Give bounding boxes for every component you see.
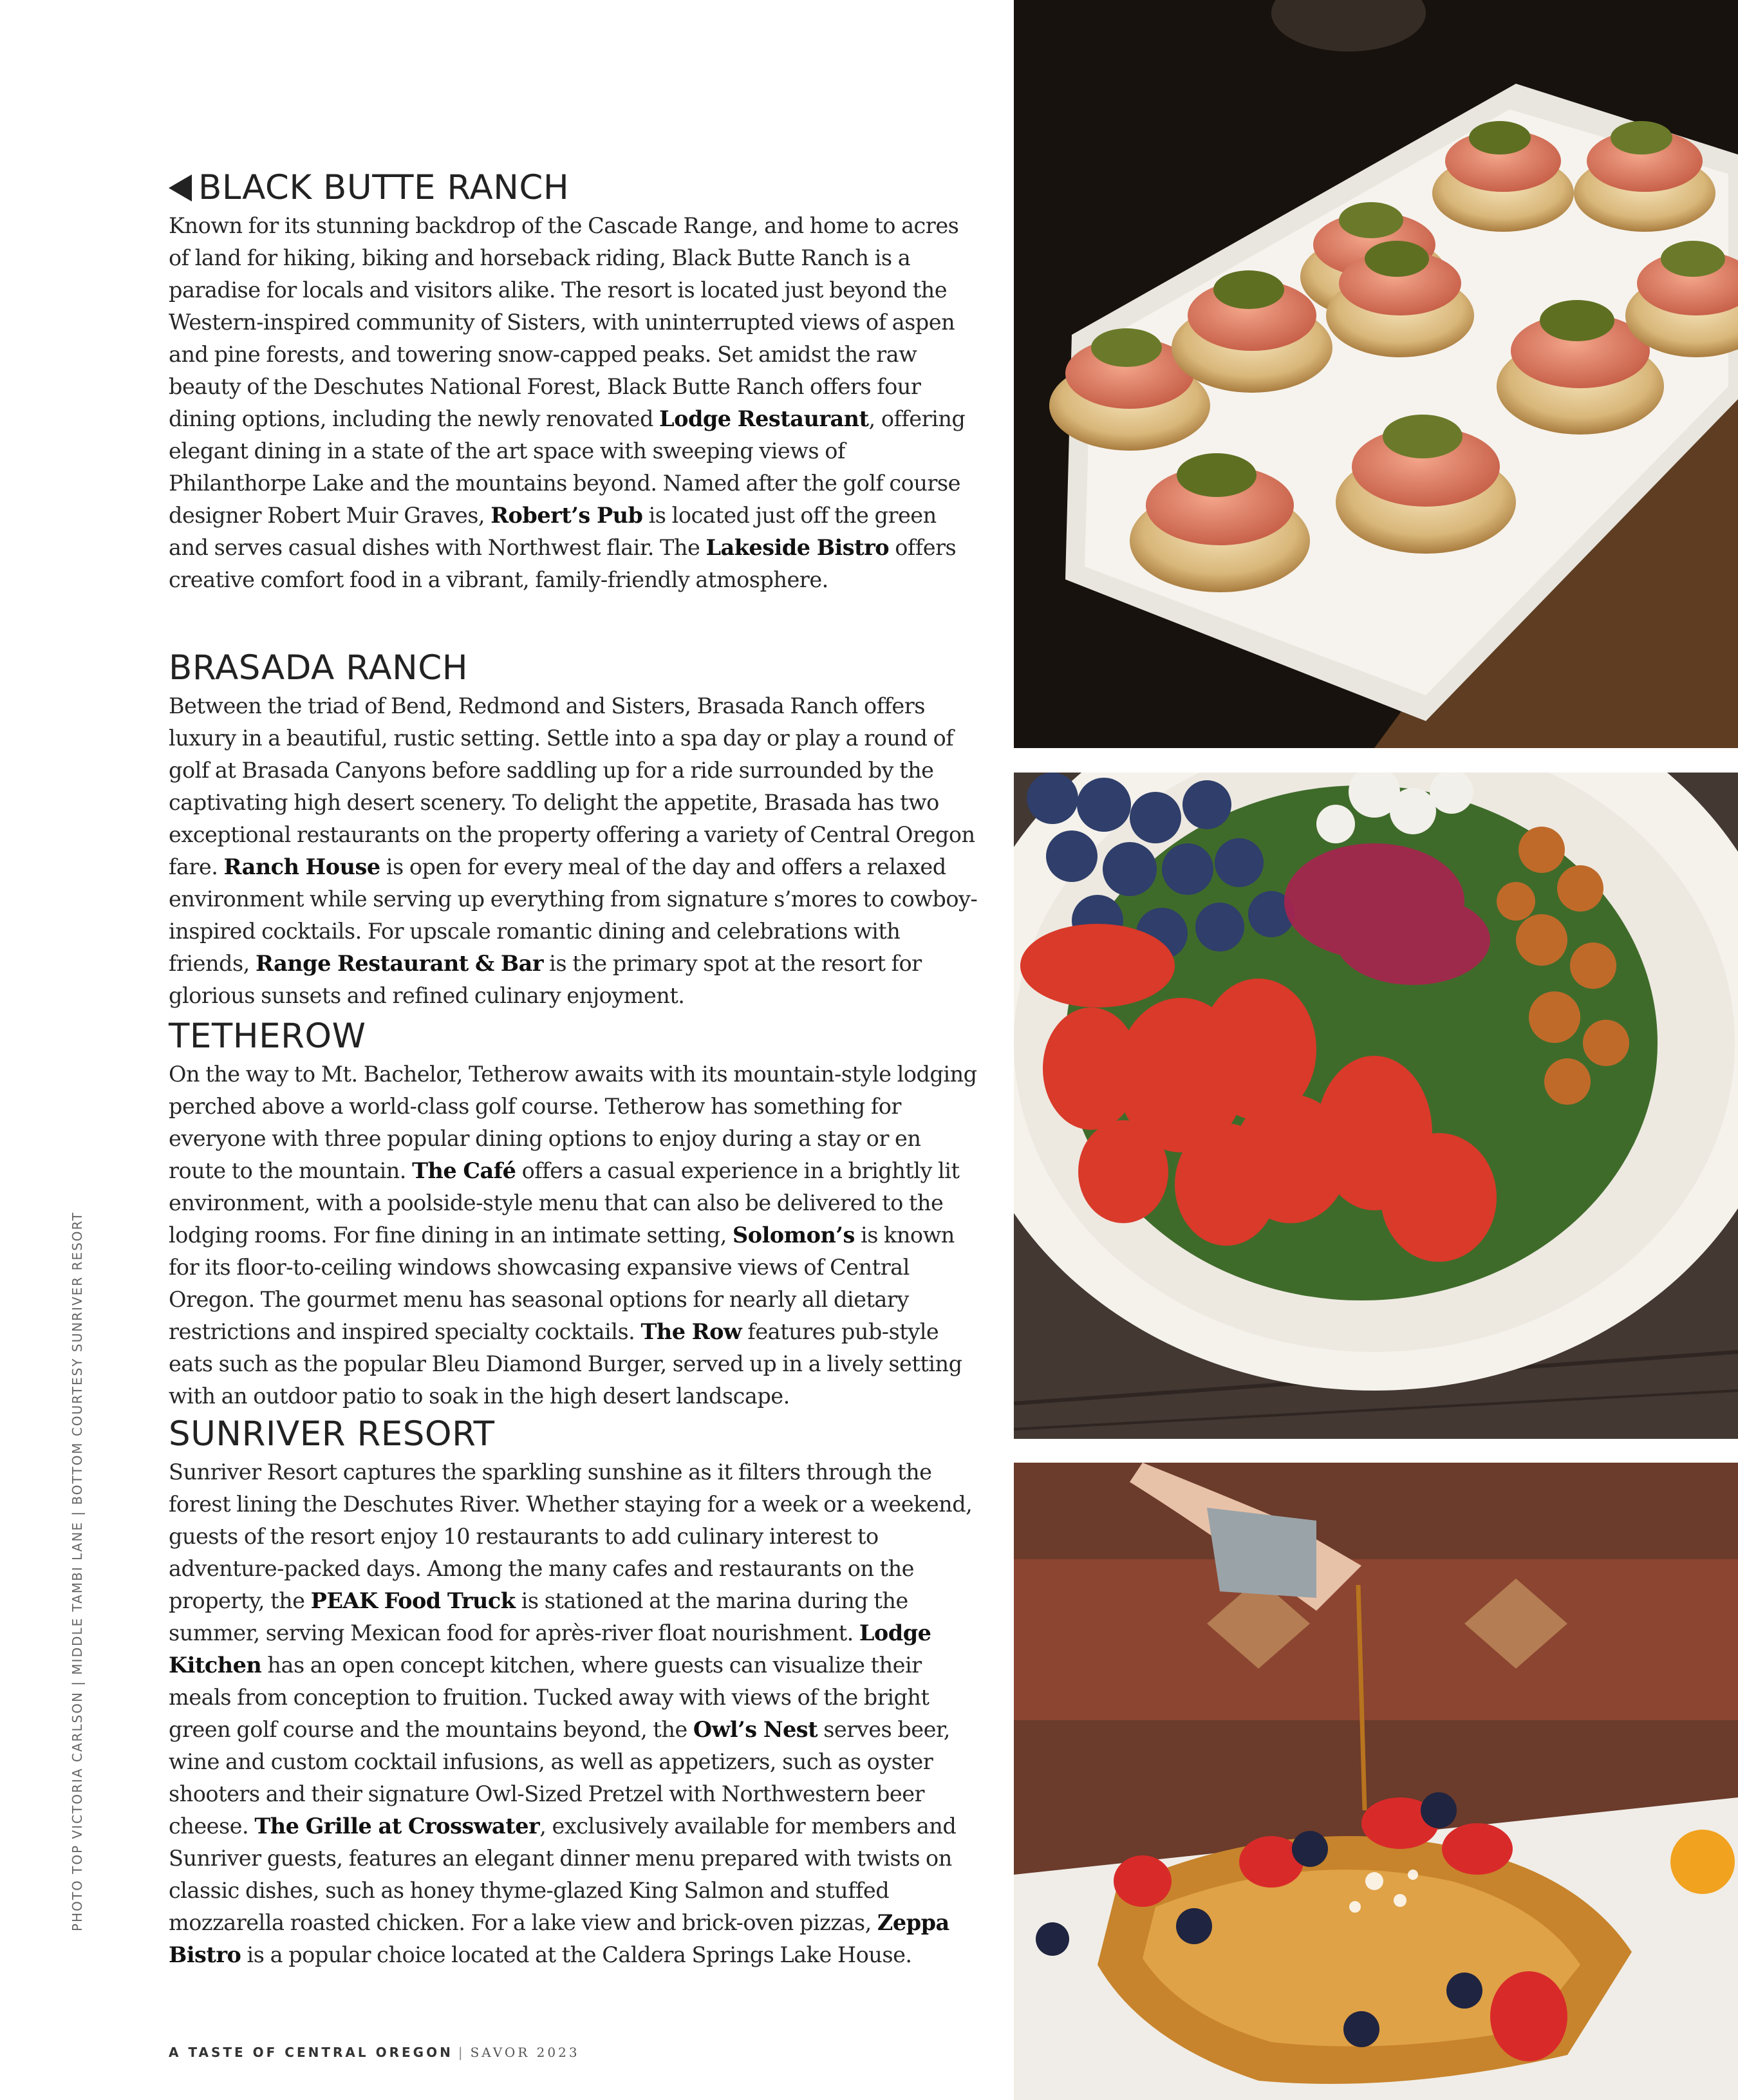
paragraph-text: is the primary spot at the resort for glorious sunsets and refined culinary enjoyment. [169,951,922,1008]
venue-name: Lodge Restaurant [659,406,869,431]
venue-name: Ranch House [223,854,380,879]
venue-name: Lodge Kitchen [169,1620,931,1678]
section-tetherow [169,1017,981,1412]
paragraph-text: Known for its stunning backdrop of the Cascade Range, and home to acres of land for hiking, biking and horseback riding, Black Butte Ranch is a paradise for locals and visitors alike. The resort is located just beyond the Western-inspired community of Sisters, with uninterrupted views of aspen and pine forests, and towering snow-capped peaks. Set amidst the raw beauty of the Deschutes National Forest, Black Butte Ranch offers four dining options, including the newly renovated [169,213,959,431]
paragraph-text: offers creative comfort food in a vibrant, family-friendly atmosphere. [169,535,957,592]
venue-name: The Grille at Crosswater [254,1814,540,1839]
page-footer [169,2045,580,2060]
paragraph-text: Between the triad of Bend, Redmond and Sisters, Brasada Ranch offers luxury in a beautiful, rustic setting. Settle into a spa day or play a round of golf at Brasada Canyons before saddling up for a ride surrounded by the captivating high desert scenery. To delight the appetite, Brasada has two exceptional restaurants on the property offering a variety of Central Oregon fare. [169,693,975,879]
footer-separator: | [458,2045,465,2060]
paragraph-text: serves beer, wine and custom cocktail infusions, as well as appetizers, such as oyster shooters and their signature Owl-Sized Pretzel with Northwestern beer cheese. [169,1717,950,1839]
footer-brand: A TASTE OF CENTRAL OREGON [169,2045,453,2060]
salad-illustration [1014,773,1738,1439]
footer-magazine: SAVOR 2023 [470,2045,580,2060]
paragraph-text: is open for every meal of the day and offers a relaxed environment while serving up everything from signature s’mores to cowboy-inspired cocktails. For upscale romantic dining and celebrations with friends, [169,854,978,976]
venue-name: PEAK Food Truck [310,1588,516,1613]
section-heading: BRASADA RANCH [169,648,469,688]
photo-french-toast [1014,1463,1738,2100]
photo-salad-bowl [1014,773,1738,1439]
venue-name: Lakeside Bistro [705,535,890,560]
canapes-illustration [1014,0,1738,748]
section-paragraph [169,210,981,596]
venue-name: Solomon’s [733,1223,855,1248]
section-heading: SUNRIVER RESORT [169,1414,495,1454]
paragraph-text: is stationed at the marina during the summer, serving Mexican food for après-river float nourishment. [169,1588,908,1645]
paragraph-text: , offering elegant dining in a state of the art space with sweeping views of Philanthorpe Lake and the mountains beyond. Named after the golf course designer Robert Muir Graves, [169,406,966,528]
venue-name: Range Restaurant & Bar [255,951,544,976]
section-heading: BLACK BUTTE RANCH [169,169,981,207]
paragraph-text: On the way to Mt. Bachelor, Tetherow awaits with its mountain-style lodging perched above a world-class golf course. Tetherow has something for everyone with three popular dining options to enjoy during a stay or en route to the mountain. [169,1062,977,1183]
paragraph-text: features pub-style eats such as the popular Bleu Diamond Burger, served up in a lively setting with an outdoor patio to soak in the high desert landscape. [169,1319,962,1409]
french-toast-illustration [1014,1463,1738,2100]
photo-canapes [1014,0,1738,748]
venue-name: The Row [640,1319,742,1344]
section-black-butte-ranch [169,169,981,596]
paragraph-text: has an open concept kitchen, where guests can visualize their meals from conception to fruition. Tucked away with views of the bright green golf course and the mountains beyond, the [169,1653,930,1742]
section-paragraph [169,690,981,1012]
section-paragraph [169,1456,981,1971]
paragraph-text: offers a casual experience in a brightly lit environment, with a poolside-style menu that can also be delivered to the lodging rooms. For fine dining in an intimate setting, [169,1158,960,1248]
section-heading: TETHEROW [169,1017,366,1056]
venue-name: Robert’s Pub [491,503,643,528]
venue-name: Owl’s Nest [693,1717,818,1742]
paragraph-text: Sunriver Resort captures the sparkling sunshine as it filters through the forest lining the Deschutes River. Whether staying for a week or a weekend, guests of the resort enjoy 10 restaurants to add culinary interest to adventure-packed days. Among the many cafes and restaurants on the property, the [169,1459,973,1613]
section-brasada-ranch [169,649,981,1012]
paragraph-text: is known for its floor-to-ceiling windows showcasing expansive views of Central Oregon. The gourmet menu has seasonal options for nearly all dietary restrictions and inspired specialty cocktails. [169,1223,955,1344]
venue-name: The Café [412,1158,516,1183]
paragraph-text: is located just off the green and serves casual dishes with Northwest flair. The [169,503,937,560]
paragraph-text: is a popular choice located at the Caldera Springs Lake House. [241,1942,912,1967]
section-paragraph [169,1058,981,1412]
photo-credit: PHOTO TOP VICTORIA CARLSON | MIDDLE TAMBI LANE | BOTTOM COURTESY SUNRIVER RESORT [70,1211,85,1931]
left-triangle-icon [169,174,192,202]
venue-name: Zeppa Bistro [169,1910,949,1967]
section-sunriver-resort [169,1415,981,1971]
paragraph-text: , exclusively available for members and Sunriver guests, features an elegant dinner menu prepared with twists on classic dishes, such as honey thyme-glazed King Salmon and stuffed mozzarella roasted chicken. For a lake view and brick-oven pizzas, [169,1814,957,1935]
